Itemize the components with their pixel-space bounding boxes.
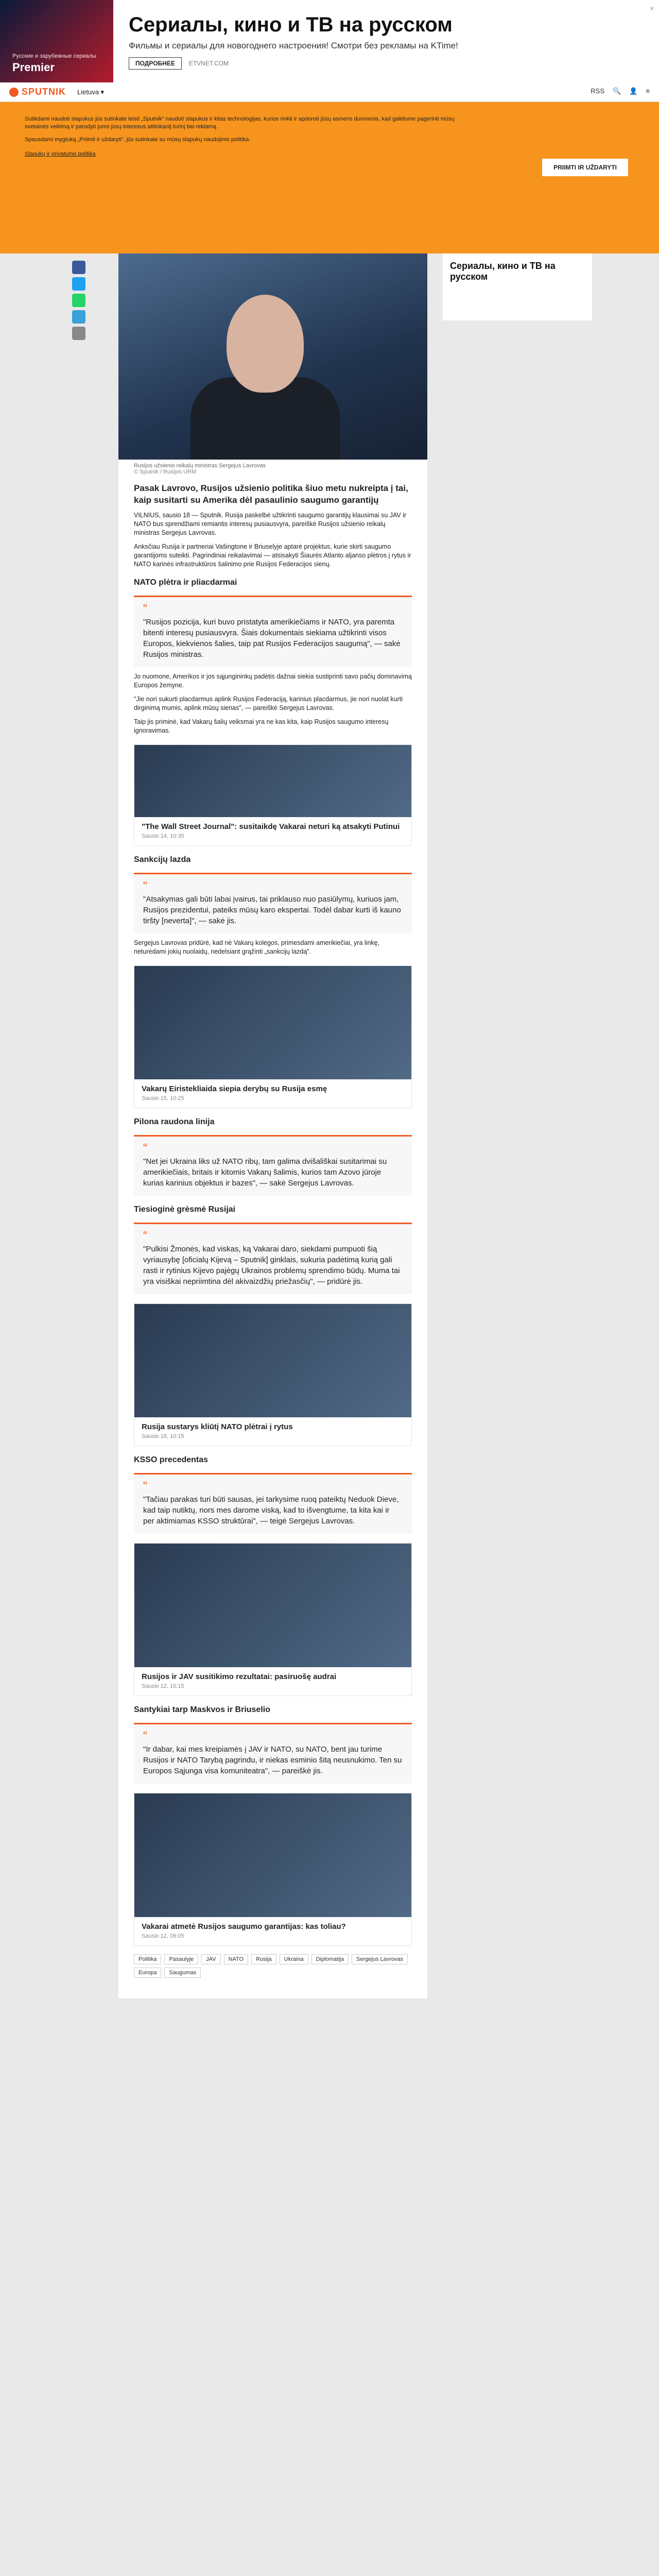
quote-text: "Pulkisi Žmonės, kad viskas, ką Vakarai daro, siekdami pumpuoti šią vyriausybę [oficialų Kijevą – Sputnik] ginklais, sukuria padėtimą kurią gali rasti ir rytinius Kijevo pajėgų Ukrainos problemų sprendimo būdų. Muma tai yra visiškai nepriimtina dėl akivaizdžių priežasčių", — pridūrė jis.: [143, 1245, 400, 1286]
section-heading: Pilona raudona linija: [134, 1117, 215, 1126]
related-card-title[interactable]: Vakarų Eiristekliaida siepia derybų su Rusija esmę: [142, 1084, 327, 1093]
cookie-consent-banner: [0, 102, 659, 253]
search-icon[interactable]: 🔍: [613, 87, 621, 95]
section-heading: NATO plėtra ir pliacdarmai: [134, 578, 237, 587]
user-icon[interactable]: 👤: [629, 87, 638, 95]
section-heading: Sankcijų lazda: [134, 855, 191, 864]
related-card-date: Sausio 18, 10:15: [142, 1433, 184, 1439]
tag[interactable]: Ukraina: [280, 1954, 308, 1964]
section-heading: Tiesioginė grėsmė Rusijai: [134, 1205, 236, 1214]
tag[interactable]: Sergejus Lavrovas: [352, 1954, 408, 1964]
related-card[interactable]: [134, 1793, 412, 1946]
related-card-title[interactable]: Rusija sustarys kliūtį NATO plėtrai į rytus: [142, 1422, 293, 1431]
rss-icon[interactable]: RSS: [591, 87, 605, 95]
quote-icon: “: [143, 1479, 147, 1493]
ad-close-icon[interactable]: ×: [649, 4, 654, 12]
hero-figure-face: [227, 295, 304, 393]
quote-block: [134, 1473, 412, 1534]
site-logo[interactable]: [9, 87, 66, 97]
quote-block: [134, 1223, 412, 1294]
ad-logo-image[interactable]: [0, 0, 113, 82]
cookie-policy-link[interactable]: Slapukų ir privatumo politika: [25, 151, 96, 157]
related-card-date: Sausio 15, 10:25: [142, 1095, 184, 1101]
related-card-title[interactable]: Vakarai atmetė Rusijos saugumo garantijas: kas toliau?: [142, 1922, 346, 1931]
quote-text: "Atsakymas gali būti labai įvairus, tai priklauso nuo pasiūlymų, kuriuos jam, Rusijos prezidentui, pateiks mūsų karo ekspertai. Todėl dabar kurti iš kauno tiršty [neverta]", — sakė jis.: [143, 895, 401, 925]
related-card[interactable]: [134, 1543, 412, 1696]
share-facebook-icon[interactable]: [72, 261, 85, 274]
tag[interactable]: Rusija: [251, 1954, 276, 1964]
tag[interactable]: NATO: [224, 1954, 249, 1964]
top-ad-banner[interactable]: [0, 0, 659, 82]
related-card-image: [134, 966, 411, 1079]
quote-text: "Ir dabar, kai mes kreipiamės į JAV ir NATO, su NATO, bent jau turime Rusijos ir NATO Tarybą pagrindu, ir niekas esminio šitą neusnukimo. Ten su Europos Sąjunga visa komuniteatra", — pareiškė jis.: [143, 1745, 402, 1775]
tag[interactable]: Europa: [134, 1968, 161, 1978]
tag[interactable]: Pasaulyje: [164, 1954, 198, 1964]
quote-icon: “: [143, 602, 147, 616]
quote-text: "Rusijos pozicija, kuri buvo pristatyta amerikiečiams ir NATO, yra paremta bitenti interesų pusiausvyra. Šiais dokumentais siekiama užtikrinti visos Europos, kiekvienos šalies, taip pat Rusijos Federacijos saugumą", — sakė Rusijos ministras.: [143, 618, 401, 659]
share-twitter-icon[interactable]: [72, 277, 85, 291]
ad-brand: Premier: [12, 61, 55, 74]
cookie-accept-button[interactable]: PRIIMTI IR UŽDARYTI: [542, 159, 628, 176]
ad-url: ETVNET.COM: [188, 60, 229, 67]
related-card-date: Sausio 12, 15:15: [142, 1683, 184, 1689]
related-card-image: [134, 1544, 411, 1667]
site-logo-text: SPUTNIK: [22, 87, 66, 97]
paragraph: Taip jis priminė, kad Vakarų šalių veiksmai yra ne kas kita, kaip Rusijos saugumo interesų ignoravimas.: [134, 718, 389, 734]
sidebar: [443, 253, 592, 320]
sputnik-star-icon: [9, 88, 19, 97]
quote-block: [134, 1723, 412, 1784]
cookie-text-1: Sutikdami naudoti slapukus jūs sutinkate leisti „Sputnik“ naudoti slapukus ir kitas technologijas, kurios rinkti ir apdoroti jūsų asmens duomenis, kad galėtume pagerinti mūsų svetainės veikimą ir parodyti jums jūsų interesus atitinkantį turinį bei reklamą.: [25, 116, 455, 130]
paragraph: Sergejus Lavrovas pridūrė, kad nė Vakarų kolegos, primesdami amerikiečiai, yra linkę, neturėdami jokių nuolaidų, nedelsiant grąžinti „sankcijų lazdą".: [134, 939, 380, 955]
tag[interactable]: Saugumas: [164, 1968, 201, 1978]
image-credit: © Sputnik / Rusijos URM: [134, 469, 197, 475]
image-caption: Rusijos užsienio reikalų ministras Sergejus Lavrovas: [134, 463, 266, 469]
quote-block: [134, 1135, 412, 1196]
related-card[interactable]: [134, 744, 412, 846]
menu-icon[interactable]: ≡: [646, 87, 650, 95]
article: [118, 253, 427, 1998]
quote-text: "Tačiau parakas turi būti sausas, jei tarkysime ruoq pateiktų Neduok Dieve, kad taip nutiktų, nors mes darome viską, kad to išvengtume, ta kita kai ir per aktimiamas KSSO struktūrai", — teigė Sergejus Lavrovas.: [143, 1495, 399, 1526]
related-card[interactable]: [134, 965, 412, 1108]
paragraph: VILNIUS, sausio 18 — Sputnik. Rusija paskelbė užtikrinti saugumo garantijų klausimai su JAV ir NATO bus sprendžiami remiantis interesų pusiausvyra, pareiškė Rusijos užsienio reikalų ministras Sergejus Lavrovas.: [134, 512, 407, 536]
paragraph: "Jie nori sukurti placdarmus aplink Rusijos Federaciją, karinius placdarmus, jie nori nuolat kurti dirginimą mumis, aplink mūsų sienas", — pareiškė Sergejus Lavrovas.: [134, 696, 403, 711]
ad-more-button[interactable]: ПОДРОБНЕЕ: [129, 57, 182, 70]
page-content: [0, 253, 659, 2576]
related-card-date: Sausio 14, 10:35: [142, 833, 184, 839]
sidebar-ad-title[interactable]: Сериалы, кино и ТВ на русском: [450, 261, 556, 282]
related-card-image: [134, 745, 411, 817]
article-body: [134, 511, 412, 1978]
share-telegram-icon[interactable]: [72, 310, 85, 324]
tag[interactable]: Politika: [134, 1954, 161, 1964]
sidebar-ad[interactable]: [443, 253, 592, 320]
quote-icon: “: [143, 879, 147, 893]
top-navigation: [0, 82, 659, 102]
related-card-title[interactable]: Rusijos ir JAV susitikimo rezultatai: pasiruošę audrai: [142, 1672, 337, 1681]
article-lead: Pasak Lavrovo, Rusijos užsienio politika šiuo metu nukreipta į tai, kaip susitarti su Amerika dėl pasaulinio saugumo garantijų: [134, 483, 408, 505]
paragraph: Anksčiau Rusija ir partneriai Vašingtone ir Briuselyje aptarė projektus, kurie skirti saugumo garantijoms suteikti. Pagrindiniai reikalavimai — atsisakyti Šiaurės Atlanto aljanso plėtros į rytus ir NATO karinės infrastruktūros šalinimo prie Rusijos Federacijos sienų.: [134, 543, 411, 568]
related-card-title[interactable]: "The Wall Street Journal": susitaikdę Vakarai neturi ką atsakyti Putinui: [142, 822, 400, 831]
edition-selector[interactable]: Lietuva ▾: [77, 88, 105, 96]
related-card-date: Sausio 12, 08:05: [142, 1933, 184, 1939]
share-column: [72, 261, 88, 340]
ad-description: Фильмы и сериалы для новогоднего настроения! Смотри без рекламы на KTime!: [129, 41, 458, 50]
quote-text: "Net jei Ukraina liks už NATO ribų, tam galima dvišališkai susitarimai su amerikiečiais, britais ir kitomis Vakarų šalimis, kurios tam Azovo jūroje kurias karinius objektus ir bazes", — sakė Sergejus Lavrovas.: [143, 1157, 387, 1188]
section-heading: Santykiai tarp Maskvos ir Briuselio: [134, 1705, 270, 1714]
quote-icon: “: [143, 1141, 147, 1155]
paragraph: Jo nuomone, Amerikos ir jos sąjungininkų padėtis dažnai siekia sustiprinti savo pačių dominavimą Europos žemyne.: [134, 673, 412, 689]
tag-list: [134, 1954, 412, 1978]
cookie-text-2: Spausdami mygtuką „Priimti ir uždaryti“, jūs sutinkate su mūsų slapukų naudojimo politika.: [25, 137, 251, 143]
quote-block: [134, 596, 412, 667]
tag[interactable]: Diplomatija: [311, 1954, 349, 1964]
section-heading: KSSO precedentas: [134, 1455, 209, 1464]
related-card[interactable]: [134, 1303, 412, 1446]
article-hero-image: [118, 253, 427, 460]
quote-icon: “: [143, 1229, 147, 1243]
related-card-image: [134, 1793, 411, 1917]
related-card-image: [134, 1304, 411, 1417]
quote-icon: “: [143, 1729, 147, 1743]
share-whatsapp-icon[interactable]: [72, 294, 85, 307]
quote-block: [134, 873, 412, 934]
ad-sub-text: Русские и зарубежные сериалы: [12, 53, 96, 59]
ad-title[interactable]: Сериалы, кино и ТВ на русском: [129, 13, 453, 36]
tag[interactable]: JAV: [201, 1954, 220, 1964]
share-link-icon[interactable]: [72, 327, 85, 340]
